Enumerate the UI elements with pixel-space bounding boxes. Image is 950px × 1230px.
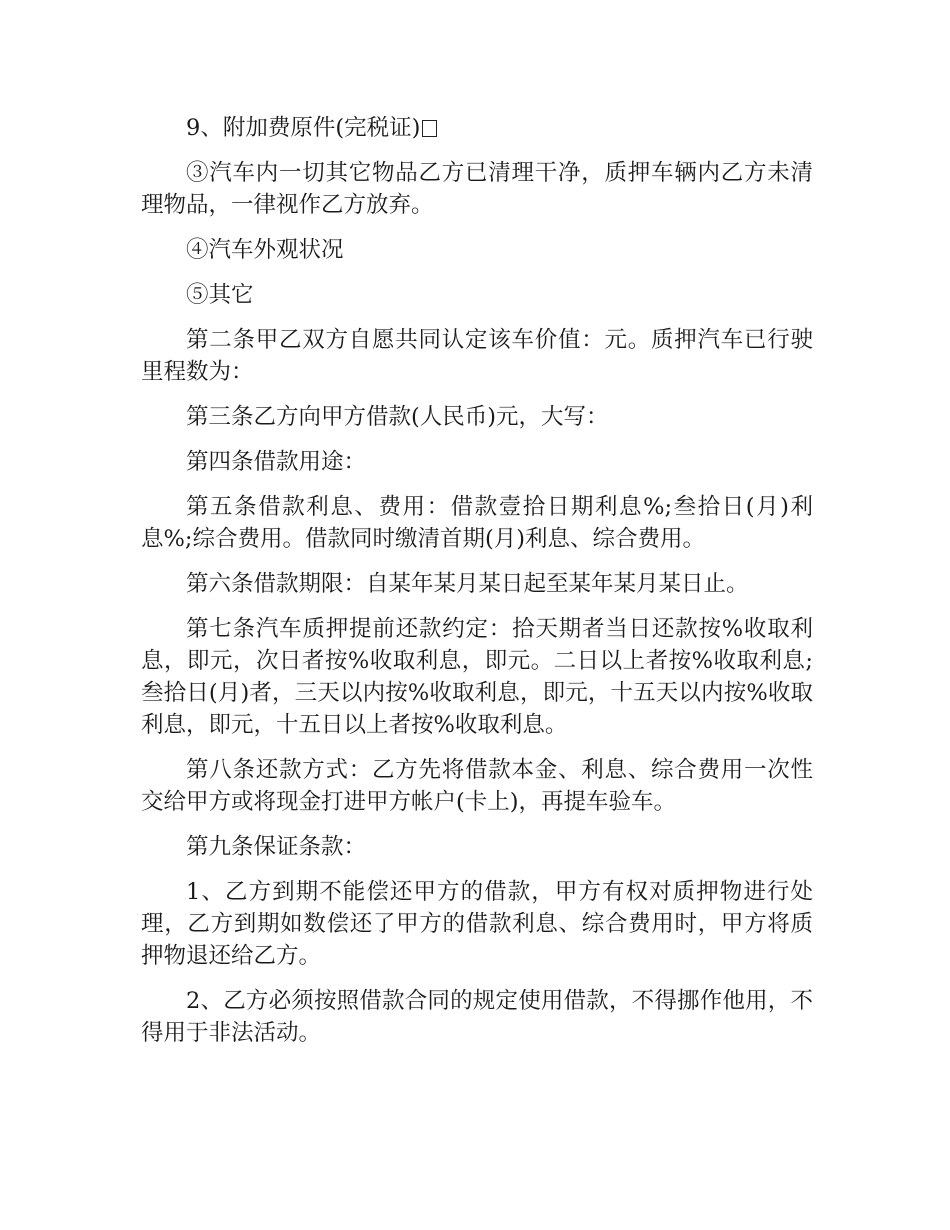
clause-5: 第五条借款利息、费用：借款壹拾日期利息%;叁拾日(月)利息%;综合费用。借款同时缴清首期(月)利息、综合费用。	[141, 494, 813, 552]
clause-2: 第二条甲乙双方自愿共同认定该车价值：元。质押汽车已行驶里程数为：	[141, 327, 813, 385]
guarantee-item-2: 2、乙方必须按照借款合同的规定使用借款，不得挪作他用，不得用于非法活动。	[141, 988, 813, 1046]
clause-3: 第三条乙方向甲方借款(人民币)元，大写：	[186, 404, 609, 430]
paragraph-text: 9、附加费原件(完税证)	[186, 115, 421, 141]
paragraph-item-9	[141, 112, 813, 144]
clause-6: 第六条借款期限：自某年某月某日起至某年某月某日止。	[186, 571, 749, 597]
document-body	[141, 112, 813, 1062]
clause-8: 第八条还款方式：乙方先将借款本金、利息、综合费用一次性交给甲方或将现金打进甲方帐户(卡上)，再提车验车。	[141, 757, 813, 815]
clause-7: 第七条汽车质押提前还款约定：拾天期者当日还款按%收取利息，即元，次日者按%收取利息，即元。二日以上者按%收取利息;叁拾日(月)者，三天以内按%收取利息，即元，十五天以内按%收取利息，即元，十五日以上者按%收取利息。	[141, 616, 813, 738]
paragraph-item-5: ⑤其它	[186, 282, 254, 308]
clause-9: 第九条保证条款：	[186, 834, 367, 860]
paragraph-item-3: ③汽车内一切其它物品乙方已清理干净，质押车辆内乙方未清理物品，一律视作乙方放弃。	[141, 160, 813, 218]
guarantee-item-1: 1、乙方到期不能偿还甲方的借款，甲方有权对质押物进行处理，乙方到期如数偿还了甲方的借款利息、综合费用时，甲方将质押物退还给乙方。	[141, 879, 813, 969]
checkbox-icon	[422, 120, 437, 137]
paragraph-item-4: ④汽车外观状况	[186, 237, 344, 263]
clause-4: 第四条借款用途：	[186, 449, 367, 475]
